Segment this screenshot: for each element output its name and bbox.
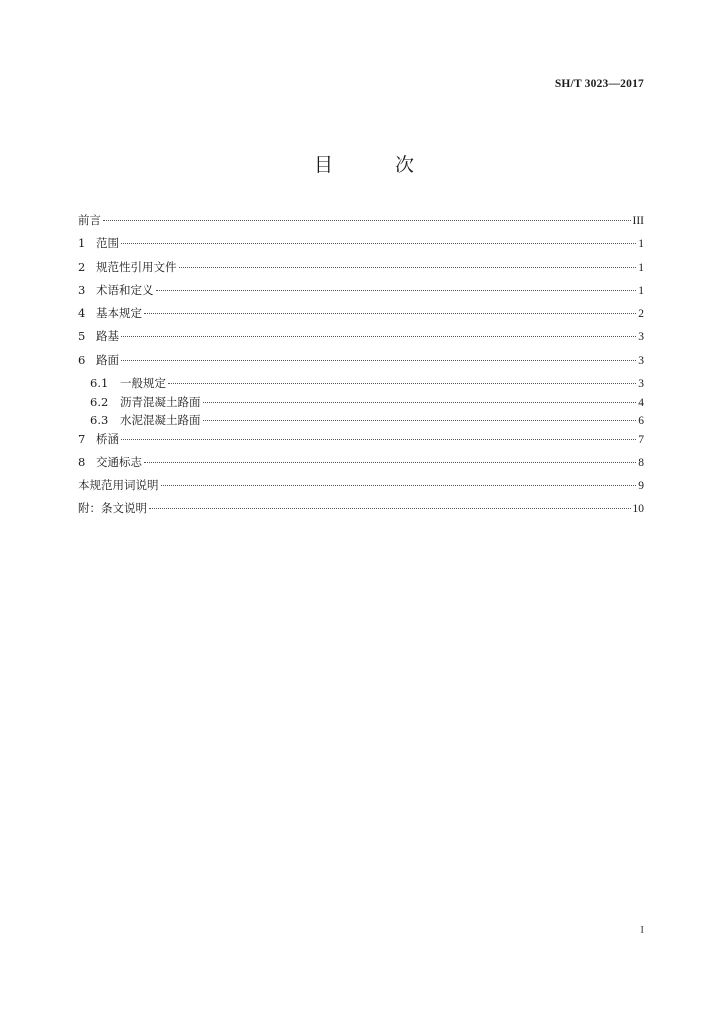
toc-page-number: III — [632, 215, 644, 227]
dot-leader — [203, 402, 637, 403]
dot-leader — [103, 220, 631, 221]
toc-label: 路基 — [96, 329, 119, 344]
toc-entry-1[interactable] — [78, 235, 644, 258]
dot-leader — [121, 336, 636, 337]
dot-leader — [149, 508, 631, 509]
toc-entry-appendix[interactable] — [78, 500, 644, 523]
dot-leader — [168, 383, 636, 384]
toc-page-number: 3 — [638, 354, 644, 367]
toc-label: 桥涵 — [96, 431, 119, 446]
toc-number: 6.3 — [90, 413, 109, 428]
table-of-contents — [78, 212, 644, 524]
toc-page-number: 1 — [638, 261, 644, 274]
toc-label: 术语和定义 — [96, 282, 154, 297]
dot-leader — [144, 462, 636, 463]
toc-number: 5 — [78, 329, 86, 344]
toc-label: 前言 — [78, 213, 101, 227]
toc-page-number: 6 — [638, 415, 644, 428]
toc-number: 8 — [78, 454, 86, 469]
toc-page-number: 7 — [638, 433, 644, 446]
toc-entry-2[interactable] — [78, 259, 644, 282]
toc-page-number: 3 — [638, 378, 644, 391]
toc-number: 6.1 — [90, 376, 109, 391]
dot-leader — [179, 267, 637, 268]
toc-number: 1 — [78, 236, 86, 251]
toc-label: 基本规定 — [96, 306, 142, 321]
toc-number: 6.2 — [90, 394, 109, 409]
toc-label: 一般规定 — [120, 376, 166, 391]
dot-leader — [121, 439, 636, 440]
standard-code: SH/T 3023—2017 — [554, 78, 644, 90]
toc-page-number: 10 — [632, 503, 644, 516]
toc-entry-4[interactable] — [78, 305, 644, 328]
toc-number: 3 — [78, 282, 86, 297]
toc-page-number: 8 — [638, 456, 644, 469]
dot-leader — [156, 290, 637, 291]
toc-page-number: 9 — [638, 480, 644, 493]
toc-entry-6-3[interactable] — [78, 412, 644, 431]
toc-label: 沥青混凝土路面 — [120, 394, 201, 409]
toc-label: 本规范用词说明 — [78, 478, 159, 493]
dot-leader — [161, 485, 637, 486]
toc-page-number: 1 — [638, 238, 644, 251]
toc-label: 范围 — [96, 236, 119, 251]
toc-label: 附：条文说明 — [78, 501, 147, 516]
toc-label: 规范性引用文件 — [96, 259, 177, 274]
toc-entry-5[interactable] — [78, 328, 644, 351]
dot-leader — [121, 243, 636, 244]
toc-entry-7[interactable] — [78, 431, 644, 454]
toc-entry-6-2[interactable] — [78, 394, 644, 413]
toc-label: 交通标志 — [96, 454, 142, 469]
page-number: I — [640, 924, 644, 936]
toc-label: 路面 — [96, 352, 119, 367]
toc-page-number: 2 — [638, 308, 644, 321]
toc-entry-6[interactable] — [78, 352, 644, 375]
toc-label: 水泥混凝土路面 — [120, 413, 201, 428]
toc-number: 4 — [78, 306, 86, 321]
dot-leader — [144, 313, 636, 314]
toc-entry-8[interactable] — [78, 454, 644, 477]
toc-entry-wording-explanation[interactable] — [78, 477, 644, 500]
toc-number: 6 — [78, 352, 86, 367]
page-title: 目 次 — [313, 154, 443, 176]
toc-page-number: 1 — [638, 284, 644, 297]
toc-entry-foreword[interactable] — [78, 212, 644, 235]
toc-number: 7 — [78, 431, 86, 446]
toc-number: 2 — [78, 259, 86, 274]
toc-page-number: 3 — [638, 331, 644, 344]
toc-entry-3[interactable] — [78, 282, 644, 305]
toc-entry-6-1[interactable] — [78, 375, 644, 394]
dot-leader — [121, 360, 636, 361]
toc-page-number: 4 — [638, 396, 644, 409]
dot-leader — [203, 420, 637, 421]
